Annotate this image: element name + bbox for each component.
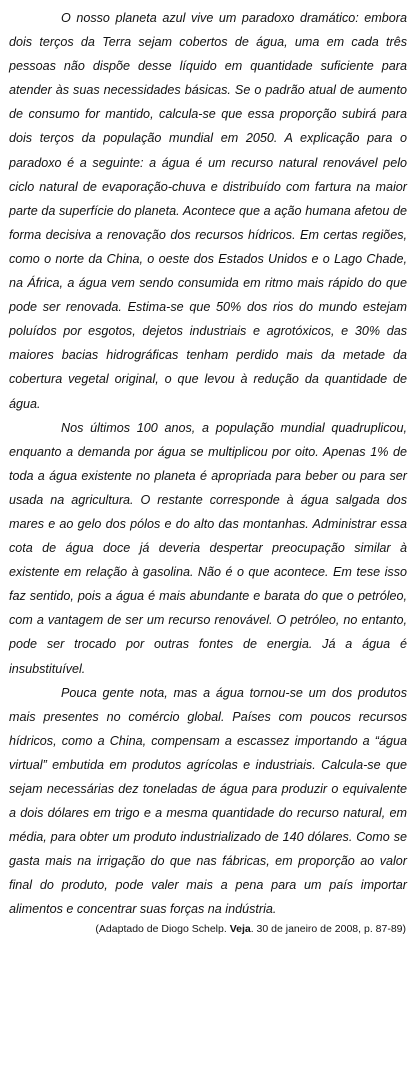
paragraph-1: O nosso planeta azul vive um paradoxo dramático: embora dois terços da Terra sejam cobertos de água, uma em cada três pessoas não dispõe desse líquido em quantidade suficiente para atender às suas necessidades básicas. Se o padrão atual de aumento de consumo for mantido, calcula-se que essa proporção subirá para dois terços da população mundial em 2050. A explicação para o paradoxo é a seguinte: a água é um recurso natural renovável pelo ciclo natural de evaporação-chuva e distribuído com fartura na maior parte da superfície do planeta. Acontece que a ação humana afetou de forma decisiva a renovação dos recursos hídricos. Em certas regiões, como o norte da China, o oeste dos Estados Unidos e o Lago Chade, na África, a água vem sendo consumida em ritmo mais rápido do que pode ser renovada. Estima-se que 50% dos rios do mundo estejam poluídos por esgotos, dejetos industriais e agrotóxicos, e 30% das maiores bacias hidrográficas tenham perdido mais da metade da cobertura vegetal original, o que levou à redução da quantidade de água. bbox=[9, 11, 407, 411]
source-suffix: . 30 de janeiro de 2008, p. 87-89) bbox=[250, 922, 406, 935]
source-citation bbox=[9, 922, 407, 936]
source-prefix: (Adaptado de Diogo Schelp. bbox=[95, 922, 230, 935]
source-publication: Veja bbox=[229, 922, 251, 935]
paragraph-2: Nos últimos 100 anos, a população mundial quadruplicou, enquanto a demanda por água se multiplicou por oito. Apenas 1% de toda a água existente no planeta é apropriada para beber ou para ser usada na agricultura. O restante corresponde à água salgada dos mares e ao gelo dos pólos e do alto das montanhas. Administrar essa cota de água doce já deveria despertar preocupação similar à existente em relação à gasolina. Não é o que acontece. Em tese isso faz sentido, pois a água é mais abundante e barata do que o petróleo, com a vantagem de ser um recurso renovável. O petróleo, no entanto, pode ser trocado por outras fontes de energia. Já a água é insubstituível. bbox=[9, 420, 407, 676]
paragraph-3: Pouca gente nota, mas a água tornou-se um dos produtos mais presentes no comércio global. Países com poucos recursos hídricos, como a China, compensam a escassez importando a “água virtual” embutida em produtos agrícolas e industriais. Calcula-se que sejam necessárias dez toneladas de água para produzir o equivalente a dois dólares em trigo e a mesma quantidade do recurso natural, em média, para obter um produto industrializado de 140 dólares. Como se gasta mais na irrigação do que nas fábricas, em proporção ao valor final do produto, pode valer mais a pena para um país importar alimentos e concentrar suas forças na indústria. bbox=[9, 685, 407, 917]
